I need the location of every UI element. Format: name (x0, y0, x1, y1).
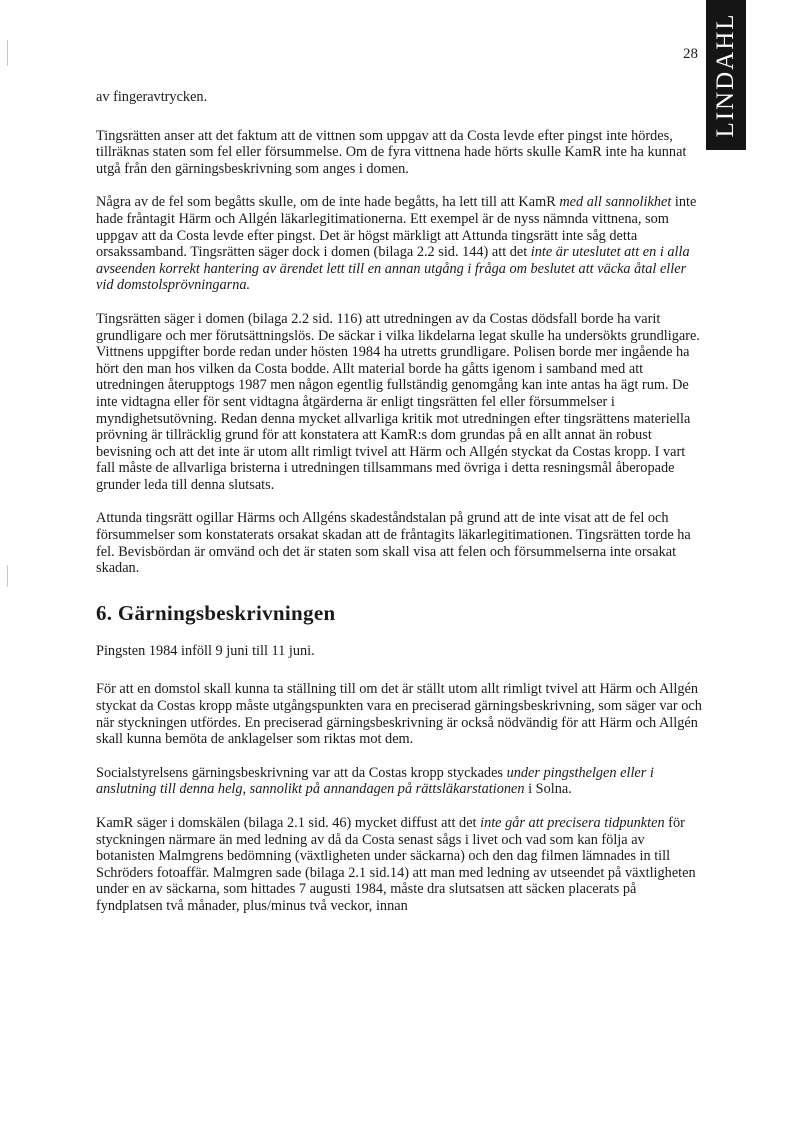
section-heading: 6. Gärningsbeskrivningen (96, 600, 336, 625)
scan-margin-mark (7, 40, 8, 66)
text-span: Några av de fel som begåtts skulle, om de inte hade begåtts, ha lett till att KamR (96, 194, 560, 211)
paragraph: Pingsten 1984 inföll 9 juni till 11 juni. (96, 642, 315, 659)
text-span: Socialstyrelsens gärningsbeskrivning var att da Costas kropp styckades (96, 764, 507, 781)
paragraph: av fingeravtrycken. (96, 89, 208, 105)
italic-span: inte är uteslutet att en i alla avseenden korrekt hantering av ärendet lett till en annan utgång i fråga om beslutet att väcka åtal eller vid domstolsprövningarna. (96, 244, 690, 294)
paragraph: Attunda tingsrätt ogillar Härms och Allgéns skadeståndstalan på grund att de inte visat att de fel och försummelser som konstaterats orsakat skadan att de fråntagits läkarlegitimationen. Tingsrätten torde ha fel. Bevisbördan är omvänd och det är staten som skall visa att felen och försummelserna inte orsakat skadan. (96, 510, 691, 577)
text-span: inte hade fråntagit Härm och Allgén läkarlegitimationerna. Ett exempel är de nyss nämnda vittnena, som uppgav att da Costa levde efter pingst. Det är högst märkligt att Attunda tingsrätt inte såg detta orsakssamband. Tingsrätten säger dock i domen (bilaga 2.2 sid. 144) att det (96, 194, 697, 261)
italic-span: med all sannolikhet (559, 194, 672, 211)
page-number: 28 (683, 46, 698, 62)
text-span: för styckningen närmare än med ledning av då da Costa senast sågs i livet och vad som kan följa av botanisten Malmgrens bedömning (växtligheten under säckarna) och den dag filmen lämnades in till Schröders fotoaffär. Malmgren sade (bilaga 2.1 sid.14) att man med ledning av utseendet på växtligheten under en av säckarna, som hittades 7 augusti 1984, måste dra slutsatsen att säcken placerats på fyndplatsen två månader, plus/minus två veckor, innan (96, 815, 696, 914)
paragraph: Tingsrätten säger i domen (bilaga 2.2 sid. 116) att utredningen av da Costas dödsfall borde ha varit grundligare och mer förutsättningslös. De säckar i vilka likdelarna legat skulle ha undersökts grundligare. Vittnens uppgifter borde redan under hösten 1984 ha utretts grundligare. Polisen borde mer ingående ha hört den man hos vilken da Costa bodde. Allt material borde ha gåtts igenom i samband med att utredningen återupptogs 1987 men någon egentlig fullständig genomgång kan inte antas ha ägt rum. De inte vidtagna eller för sent vidtagna åtgärderna är enligt tingsrätten fel eller försummelser i myndighetsutövning. Redan denna mycket allvarliga kritik mot utredningen efter tingsrättens materiella prövning är tillräcklig grund för att konstatera att KamR:s dom grundas på en allt annat än robust bevisning och att det inte är utom allt rimligt tvivel att Härm och Allgén styckat da Costas kropp. I vart fall måste de allvarliga bristerna i utredningen tillsammans med övriga i detta resningsmål åberopade grunder leda till denna slutsats. (96, 310, 700, 493)
document-body (96, 89, 702, 915)
italic-span: under pingsthelgen eller i anslutning till denna helg, sannolikt på annandagen på rättsläkarstationen (96, 764, 654, 798)
paragraph (96, 194, 702, 294)
paragraph: Tingsrätten anser att det faktum att de vittnen som uppgav att da Costa levde efter pingst inte hördes, tillräknas staten som fel eller försummelse. Om de fyra vittnena hade hörts skulle KamR inte ha kunnat utgå från den gärningsbeskrivning som anges i domen. (96, 127, 687, 177)
text-span: i Solna. (524, 781, 572, 798)
paragraph (96, 765, 702, 798)
tab-label: LINDAHL (712, 12, 739, 138)
paragraph: För att en domstol skall kunna ta ställning till om det är ställt utom allt rimligt tvivel att Härm och Allgén styckat da Costas kropp måste utgångspunkten vara en preciserad gärningsbeskrivning, som säger var och när styckningen utfördes. En preciserad gärningsbeskrivning är också nödvändig för att Härm och Allgén skall kunna bemöta de anklagelser som riktas mot dem. (96, 681, 702, 748)
scan-margin-mark (7, 565, 8, 587)
text-span: KamR säger i domskälen (bilaga 2.1 sid. 46) mycket diffust att det (96, 815, 481, 831)
margin-tab (706, 0, 746, 150)
paragraph (96, 815, 702, 915)
italic-span: inte går att precisera tidpunkten (480, 815, 665, 831)
